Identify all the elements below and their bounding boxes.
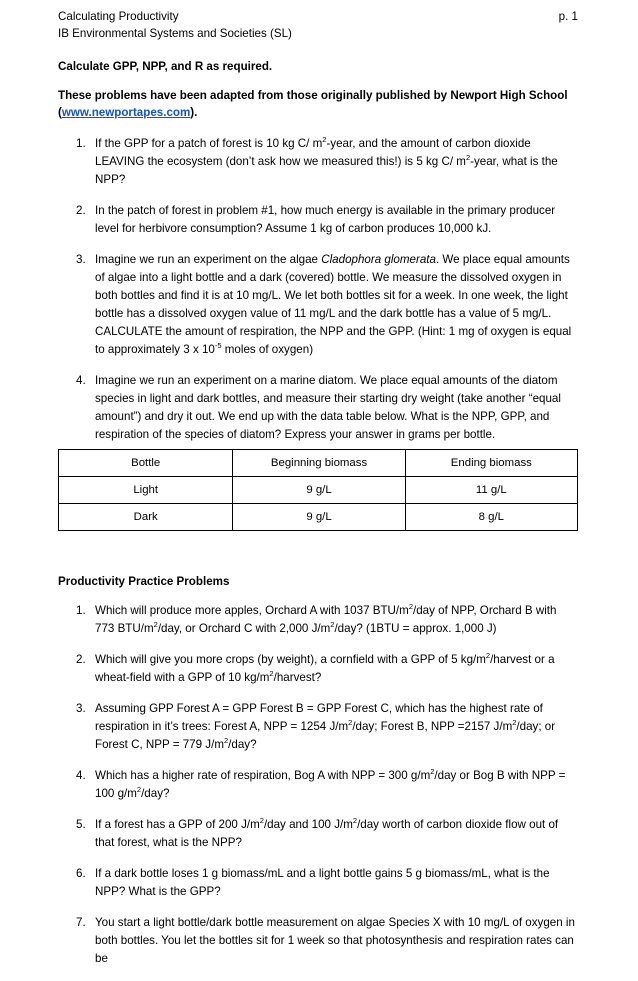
section-title: Productivity Practice Problems xyxy=(58,575,230,588)
superscript: 2 xyxy=(136,785,142,794)
problem-text: /day? xyxy=(228,738,257,751)
problem-text: -year, and the amount of carbon dioxide LEAVING the ecosystem (don’t ask how we measured this!) is 5 kg C/ m xyxy=(95,137,531,168)
biomass-table xyxy=(58,449,578,531)
problem-number: 1. xyxy=(76,137,86,150)
problem-text: You start a light bottle/dark bottle measurement on algae Species X with 10 mg/L of oxygen in both bottles. You let the bottles sit for 1 week so that photosynthesis and respiration rates can be xyxy=(95,916,575,965)
problem-number: 4. xyxy=(76,374,86,387)
table-cell: 9 g/L xyxy=(233,477,405,504)
table-header: Ending biomass xyxy=(405,450,577,477)
problem-text: Which will produce more apples, Orchard A with 1037 BTU/m xyxy=(95,604,409,617)
table-header: Beginning biomass xyxy=(233,450,405,477)
problem-list-1 xyxy=(58,135,578,444)
superscript: 2 xyxy=(430,767,435,776)
table-header-row xyxy=(59,450,578,477)
page-number: p. 1 xyxy=(558,10,578,23)
superscript: 2 xyxy=(322,135,327,144)
problem-text: Imagine we run an experiment on a marine diatom. We place equal amounts of the diatom species in light and dark bottles, and measure their starting dry weight (take another “equal amount”) and dry it out. We end up with the data table below. What is the NPP, GPP, and respiration of the species of diatom? Express your answer in grams per bottle. xyxy=(95,374,561,441)
table-row xyxy=(59,477,578,504)
superscript: 2 xyxy=(259,816,264,825)
problem-text: If a dark bottle loses 1 g biomass/mL and a light bottle gains 5 g biomass/mL, what is the NPP? What is the GPP? xyxy=(95,867,550,898)
problem-item xyxy=(58,251,578,359)
problem-text: Which will give you more crops (by weight), a cornfield with a GPP of 5 kg/m xyxy=(95,653,486,666)
problem-text: In the patch of forest in problem #1, how much energy is available in the primary producer level for herbivore consumption? Assume 1 kg of carbon produces 10,000 kJ. xyxy=(95,204,556,235)
problem-number: 1. xyxy=(76,604,86,617)
practice-problem-item xyxy=(58,602,578,638)
problem-item xyxy=(58,202,578,238)
practice-problem-item xyxy=(58,700,578,754)
table-cell: 8 g/L xyxy=(405,504,577,531)
problem-text: /day worth of carbon dioxide flow out of that forest, what is the NPP? xyxy=(95,818,559,849)
practice-problem-item xyxy=(58,767,578,803)
problem-number: 5. xyxy=(76,818,86,831)
problem-number: 7. xyxy=(76,916,86,929)
problem-list-2 xyxy=(58,602,578,968)
newport-link[interactable]: www.newportapes.com xyxy=(61,106,191,119)
table-cell: Dark xyxy=(59,504,233,531)
table-cell: 9 g/L xyxy=(233,504,405,531)
problem-text: /day and 100 J/m xyxy=(263,818,353,831)
table-row xyxy=(59,504,578,531)
problem-number: 4. xyxy=(76,769,86,782)
problem-text: . We place equal amounts of algae into a light bottle and a dark (covered) bottle. We measure the dissolved oxygen in both bottles and find it is at 10 mg/L. We let both bottles sit for a week. In one week, the light bottle has a dissolved oxygen value of 11 mg/L and the dark bottle has a value of 5 mg/L. CALCULATE the amount of respiration, the NPP and the GPP. (Hint: 1 mg of oxygen is equal to approximately 3 x 10 xyxy=(95,253,572,356)
problem-text: Imagine we run an experiment on the algae xyxy=(95,253,322,266)
superscript: 2 xyxy=(330,620,335,629)
intro-close: ). xyxy=(190,106,198,119)
superscript: 2 xyxy=(153,620,158,629)
problem-text: /day? (1BTU = approx. 1,000 J) xyxy=(334,622,497,635)
problem-number: 3. xyxy=(76,253,86,266)
superscript: -5 xyxy=(214,341,222,350)
document-page xyxy=(58,8,578,981)
problem-text: /harvest? xyxy=(273,671,322,684)
problem-text: moles of oxygen) xyxy=(221,343,314,356)
superscript: 2 xyxy=(465,153,471,162)
problem-text: /day, or Orchard C with 2,000 J/m xyxy=(157,622,331,635)
problem-number: 3. xyxy=(76,702,86,715)
problem-text: -year, what is the NPP? xyxy=(95,155,558,186)
table-cell: Light xyxy=(59,477,233,504)
superscript: 2 xyxy=(485,651,491,660)
problem-number: 6. xyxy=(76,867,86,880)
superscript: 2 xyxy=(223,736,229,745)
intro-paragraph xyxy=(58,87,578,121)
superscript: 2 xyxy=(408,602,413,611)
practice-problem-item xyxy=(58,914,578,968)
problem-item xyxy=(58,372,578,444)
course-name: IB Environmental Systems and Societies (SL) xyxy=(58,27,292,40)
document-title: Calculating Productivity xyxy=(58,10,179,23)
superscript: 2 xyxy=(348,718,353,727)
problem-number: 2. xyxy=(76,653,86,666)
problem-text: /day? xyxy=(141,787,170,800)
practice-problem-item xyxy=(58,865,578,901)
table-header: Bottle xyxy=(59,450,233,477)
superscript: 2 xyxy=(269,669,274,678)
instructions: Calculate GPP, NPP, and R as required. xyxy=(58,60,273,73)
superscript: 2 xyxy=(352,816,358,825)
intro-text: These problems have been adapted from those originally published by Newport High School xyxy=(58,89,568,102)
species-name: Cladophora glomerata xyxy=(321,253,436,266)
superscript: 2 xyxy=(512,718,517,727)
page-header xyxy=(58,8,578,25)
problem-text: If the GPP for a patch of forest is 10 kg C/ m xyxy=(95,137,323,150)
practice-problem-item xyxy=(58,816,578,852)
problem-text: /day or Bog B with NPP = 100 g/m xyxy=(95,769,566,800)
problem-number: 2. xyxy=(76,204,86,217)
problem-text: If a forest has a GPP of 200 J/m xyxy=(95,818,260,831)
table-cell: 11 g/L xyxy=(405,477,577,504)
intro-open-paren: ( xyxy=(58,106,62,119)
problem-text: /day; or Forest C, NPP = 779 J/m xyxy=(95,720,556,751)
problem-text: Which has a higher rate of respiration, Bog A with NPP = 300 g/m xyxy=(95,769,431,782)
problem-text: Assuming GPP Forest A = GPP Forest B = GPP Forest C, which has the highest rate of respiration in it’s trees: Forest A, NPP = 1254 J/m xyxy=(95,702,543,733)
problem-text: /day of NPP, Orchard B with 773 BTU/m xyxy=(95,604,557,635)
problem-item xyxy=(58,135,578,189)
problem-text: /harvest or a wheat-field with a GPP of 10 kg/m xyxy=(95,653,555,684)
practice-problem-item xyxy=(58,651,578,687)
problem-text: /day; Forest B, NPP =2157 J/m xyxy=(352,720,513,733)
